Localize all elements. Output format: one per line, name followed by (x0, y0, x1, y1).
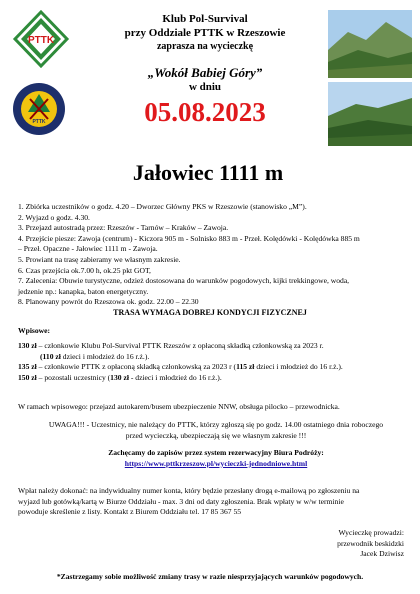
itinerary-item: 4. Przejście piesze: Zawoja (centrum) - Kiczora 905 m - Solnisko 883 m - Przeł. Kolędówki - Kolędówka 885 m (18, 233, 360, 243)
signature (284, 528, 404, 560)
warning-line: przed wycieczką, ubezpieczają się we własnym zakresie !!! (125, 430, 307, 440)
itinerary-item: 7. Zalecenia: Obuwie turystyczne, odzież dostosowana do warunków pogodowych, kijki trekkingowe, woda, (18, 276, 350, 286)
date-intro: w dniu (188, 81, 222, 93)
itinerary-item: 5. Prowiant na trasę zabieramy we własnym zakresie. (18, 254, 181, 264)
footer-note: *Zastrzegamy sobie możliwość zmiany trasy w razie niesprzyjających warunków pogodowych. (56, 572, 364, 581)
fees-title: Wpisowe: (18, 326, 51, 335)
insurance-info: W ramach wpisowego: przejazd autokarem/busem ubezpieczenie NNW, obsługa pilocko – przewodnicka. (18, 402, 340, 411)
fee-line: (110 zł dzieci i młodzież do 16 r.ż.). (40, 351, 150, 361)
fee-line: 130 zł – członkowie Klubu Pol-Survival PTTK Rzeszów z opłaconą składką członkowską za 2023 r. (18, 340, 324, 350)
booking-title: Zachęcamy do zapisów przez system rezerwacyjny Biura Podróży: (108, 448, 324, 457)
payment-line: Wpłat należy dokonać: na indywidualny numer konta, który będzie przesłany drogą e-mailową po zgłoszeniu na (18, 486, 360, 495)
itinerary-item: 2. Wyjazd o godz. 4.30. (18, 212, 90, 222)
itinerary-item: 6. Czas przejścia ok.7.00 h, ok.25 pkt GOT, (18, 265, 151, 275)
fee-line: 150 zł – pozostali uczestnicy (130 zł - dzieci i młodzież do 16 r.ż.). (18, 373, 222, 383)
warning (18, 420, 414, 441)
itinerary (18, 202, 414, 308)
fitness-requirement: TRASA WYMAGA DOBREJ KONDYCJI FIZYCZNEJ (113, 308, 307, 317)
payment-info (18, 486, 414, 518)
itinerary-item: – Przeł. Opaczne - Jałowiec 1111 m - Zawoja. (18, 244, 158, 254)
club-logo (12, 82, 66, 136)
invitation: zaprasza na wycieczkę (156, 41, 254, 52)
payment-line: wyjazd lub gotówką/kartą w Biurze Oddziału - max. 3 dni od daty zgłoszenia. Brak wpłaty w w/w terminie (18, 496, 344, 506)
summit-title: Jałowiec 1111 m (132, 160, 284, 185)
trip-name: „Wokół Babiej Góry” (147, 65, 263, 80)
mountain-photo-2 (328, 82, 412, 146)
booking-link[interactable]: https://www.pttkrzeszow.pl/wycieczki-jednodniowe.html (124, 458, 308, 468)
header (92, 12, 318, 128)
club-name: Klub Pol-Survival (162, 13, 248, 25)
itinerary-item: 8. Planowany powrót do Rzeszowa ok. godz. 22.00 – 22.30 (18, 297, 199, 307)
warning-line: UWAGA!!! - Uczestnicy, nie należący do PTTK, którzy zgłoszą się po godz. 14.00 ostatniego dnia roboczego (48, 420, 384, 429)
itinerary-item: 3. Przejazd autostradą przez: Rzeszów - Tarnów – Kraków – Zawoja. (18, 223, 229, 233)
pttk-logo (12, 10, 70, 68)
itinerary-item: 1. Zbiórka uczestników o godz. 4.20 – Dworzec Główny PKS w Rzeszowie (stanowisko „M”). (18, 202, 307, 211)
fee-line: 135 zł – członkowie PTTK z opłaconą składką członkowską za 2023 r (115 zł dzieci i młodzież do 16 r.ż.). (18, 362, 343, 372)
fees-section (18, 326, 414, 384)
itinerary-item: jedzenie np.: kanapka, baton energetyczny. (18, 286, 149, 296)
signature-name: Jacek Dziwisz (360, 549, 404, 559)
signature-line: Wycieczkę prowadzi: (338, 528, 404, 537)
booking (18, 448, 414, 469)
trip-date: 05.08.2023 (144, 97, 266, 127)
signature-line: przewodnik beskidzki (337, 538, 404, 548)
pttk-logo-text: PTTK (27, 35, 55, 46)
svg-text:PTTK: PTTK (32, 119, 46, 125)
payment-line: powoduje skreślenie z listy. Kontakt z Biurem Oddziału tel. 17 85 367 55 (18, 507, 242, 517)
club-branch: przy Oddziale PTTK w Rzeszowie (124, 27, 286, 39)
mountain-photo-1 (328, 10, 412, 78)
